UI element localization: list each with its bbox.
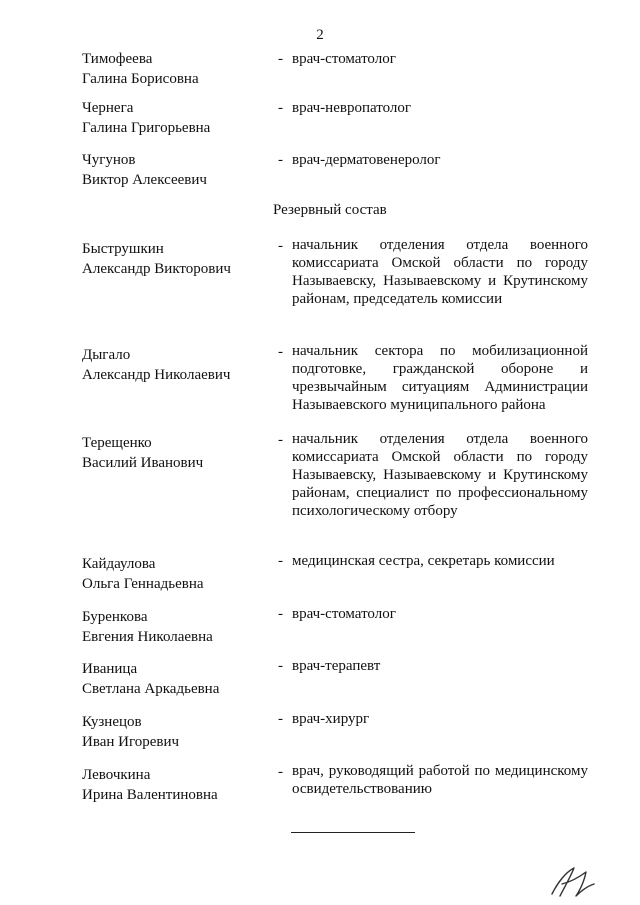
- member-role: начальник отделения отдела военного комиссариата Омской области по городу Называевску, Называевскому и Крутинскому районам, специалист по профессиональному психологическому отбору: [292, 431, 588, 519]
- member-surname: Кайдаулова: [82, 556, 156, 572]
- member-given-name: Галина Борисовна: [82, 71, 199, 87]
- dash: -: [278, 553, 283, 569]
- dash: -: [278, 344, 283, 360]
- member-name: [82, 239, 272, 279]
- member-name: [82, 49, 272, 89]
- member-role: врач-терапевт: [292, 658, 381, 674]
- member-role: начальник сектора по мобилизационной подготовке, гражданской обороне и чрезвычайным ситуациям Администрации Называевского муниципального района: [292, 343, 588, 413]
- page-number: 2: [316, 27, 324, 43]
- member-surname: Иваница: [82, 661, 138, 677]
- member-name: [82, 554, 272, 594]
- member-given-name: Василий Иванович: [82, 455, 204, 471]
- member-surname: Левочкина: [82, 767, 151, 783]
- member-given-name: Евгения Николаевна: [82, 629, 213, 645]
- member-role: медицинская сестра, секретарь комиссии: [292, 553, 555, 569]
- member-name: [82, 712, 272, 752]
- member-role: врач-дерматовенеролог: [292, 152, 441, 168]
- member-surname: Чугунов: [82, 152, 136, 168]
- dash: -: [278, 606, 283, 622]
- dash: -: [278, 100, 283, 116]
- member-role: врач-хирург: [292, 711, 370, 727]
- member-role: врач-стоматолог: [292, 606, 396, 622]
- dash: -: [278, 764, 283, 780]
- member-surname: Кузнецов: [82, 714, 142, 730]
- member-given-name: Ольга Геннадьевна: [82, 576, 204, 592]
- member-given-name: Ирина Валентиновна: [82, 787, 218, 803]
- signature-mark: [548, 864, 598, 900]
- member-name: [82, 765, 272, 805]
- member-name: [82, 345, 272, 385]
- member-surname: Терещенко: [82, 435, 152, 451]
- member-surname: Быструшкин: [82, 241, 164, 257]
- member-given-name: Александр Викторович: [82, 261, 231, 277]
- member-surname: Дыгало: [82, 347, 131, 363]
- member-surname: Тимофеева: [82, 51, 153, 67]
- dash: -: [278, 51, 283, 67]
- member-given-name: Виктор Алексеевич: [82, 172, 207, 188]
- dash: -: [278, 711, 283, 727]
- member-given-name: Александр Николаевич: [82, 367, 231, 383]
- dash: -: [278, 152, 283, 168]
- dash: -: [278, 432, 283, 448]
- member-given-name: Светлана Аркадьевна: [82, 681, 220, 697]
- member-name: [82, 607, 272, 647]
- member-role: врач, руководящий работой по медицинскому освидетельствованию: [292, 763, 588, 797]
- member-surname: Буренкова: [82, 609, 148, 625]
- member-name: [82, 433, 272, 473]
- member-name: [82, 150, 272, 190]
- closing-rule: [291, 832, 415, 833]
- member-name: [82, 659, 272, 699]
- dash: -: [278, 238, 283, 254]
- member-role: врач-стоматолог: [292, 51, 396, 67]
- member-given-name: Галина Григорьевна: [82, 120, 211, 136]
- member-given-name: Иван Игоревич: [82, 734, 180, 750]
- member-role: врач-невропатолог: [292, 100, 412, 116]
- section-title-reserve: Резервный состав: [273, 202, 387, 218]
- member-role: начальник отделения отдела военного комиссариата Омской области по городу Называевску, Называевскому и Крутинскому районам, председатель комиссии: [292, 237, 588, 307]
- dash: -: [278, 658, 283, 674]
- member-name: [82, 98, 272, 138]
- member-surname: Чернега: [82, 100, 134, 116]
